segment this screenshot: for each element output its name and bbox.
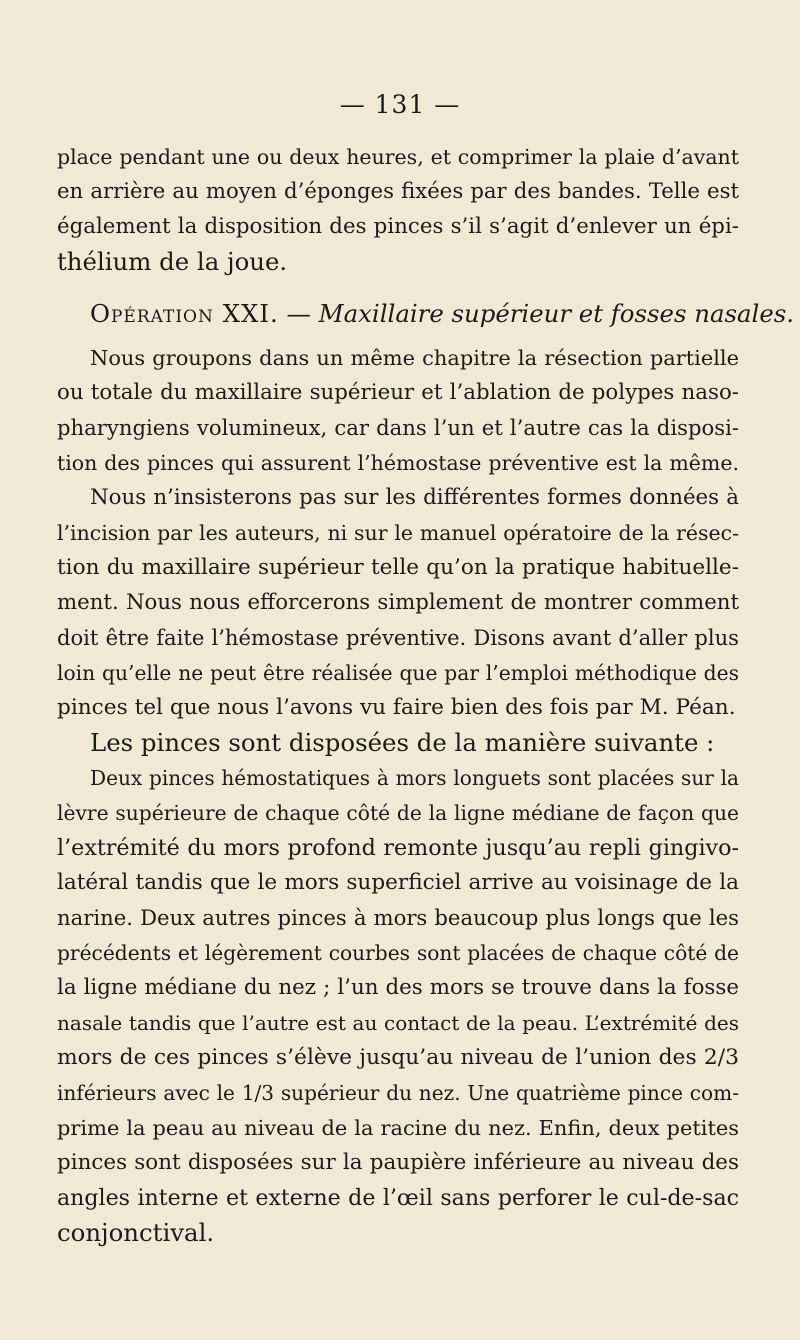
text-line: en arrière au moyen d’éponges fixées par des bandes. Telle est	[57, 179, 739, 204]
text-line: tion des pinces qui assurent l’hémostase préventive est la même.	[57, 451, 739, 475]
text-line: pinces sont disposées sur la paupière inférieure au niveau des	[57, 1150, 739, 1175]
text-line: conjonctival.	[57, 1218, 215, 1247]
text-line: prime la peau au niveau de la racine du nez. Enfin, deux petites	[57, 1116, 739, 1140]
text-line: tion du maxillaire supérieur telle qu’on la pratique habituelle-	[57, 555, 739, 580]
section-heading	[90, 297, 795, 331]
text-line: mors de ces pinces s’élève jusqu’au niveau de l’union des 2/3	[57, 1045, 739, 1070]
text-line: angles interne et externe de l’œil sans perforer le cul-de-sac	[57, 1185, 739, 1211]
text-line: Nous n’insisterons pas sur les différentes formes données à	[90, 485, 739, 510]
heading-dash: —	[278, 299, 319, 328]
text-line: pinces tel que nous l’avons vu faire bien des fois par M. Péan.	[57, 695, 736, 720]
text-line: pharyngiens volumineux, car dans l’un et l’autre cas la disposi-	[57, 415, 739, 440]
text-line: thélium de la joue.	[57, 247, 288, 276]
text-line: Deux pinces hémostatiques à mors longuets sont placées sur la	[90, 766, 739, 790]
text-line: lèvre supérieure de chaque côté de la ligne médiane de façon que	[57, 801, 739, 825]
text-line: l’extrémité du mors profond remonte jusqu’au repli gingivo-	[57, 835, 739, 861]
text-line: précédents et légèrement courbes sont placées de chaque côté de	[57, 941, 739, 965]
text-line: Nous groupons dans un même chapitre la résection partielle	[90, 346, 739, 370]
text-line: Les pinces sont disposées de la manière suivante :	[90, 728, 715, 757]
operation-label: Opération XXI.	[90, 299, 279, 328]
text-line: doit être faite l’hémostase préventive. Disons avant d’aller plus	[57, 625, 739, 650]
text-line: inférieurs avec le 1/3 supérieur du nez. Une quatrième pince com-	[57, 1081, 739, 1105]
text-line: loin qu’elle ne peut être réalisée que par l’emploi méthodique des	[57, 661, 739, 685]
text-line: nasale tandis que l’autre est au contact de la peau. L’extrémité des	[57, 1011, 739, 1035]
page-number: — 131 —	[339, 90, 461, 119]
text-line: ment. Nous nous efforcerons simplement de montrer comment	[57, 590, 739, 615]
text-line: place pendant une ou deux heures, et comprimer la plaie d’avant	[57, 145, 739, 169]
text-line: l’incision par les auteurs, ni sur le manuel opératoire de la résec-	[57, 521, 739, 545]
text-line: ou totale du maxillaire supérieur et l’ablation de polypes naso-	[57, 380, 739, 405]
text-line: narine. Deux autres pinces à mors beaucoup plus longs que les	[57, 905, 739, 930]
text-line: la ligne médiane du nez ; l’un des mors se trouve dans la fosse	[57, 975, 739, 1000]
text-line: également la disposition des pinces s’il s’agit d’enlever un épi-	[57, 214, 739, 239]
operation-title: Maxillaire supérieur et fosses nasales.	[318, 299, 795, 328]
text-line: latéral tandis que le mors superficiel arrive au voisinage de la	[57, 870, 739, 895]
